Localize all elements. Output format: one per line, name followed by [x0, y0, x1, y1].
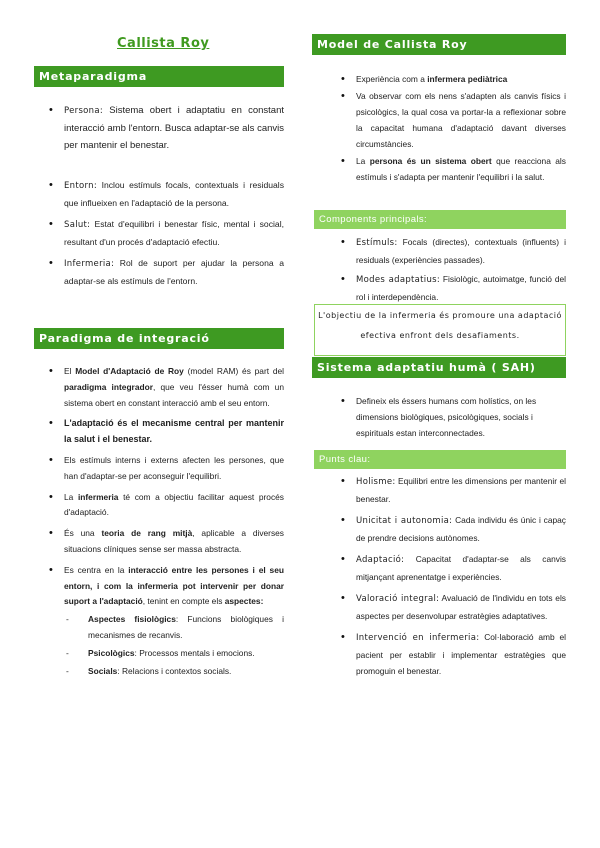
list-item: • Defineix els éssers humans com holístics, on les dimensions biològiques, psicològiques, socials i espirituals estan interconnectades. [338, 393, 566, 441]
list-item: • Salut: Estat d'equilibri i benestar físic, mental i social, resultant d'un procés d'adaptació efectiu. [46, 216, 284, 250]
list-item: • Estímuls: Focals (directes), contextuals (influents) i residuals (experiències passades). [338, 234, 566, 268]
sah-list [338, 393, 566, 447]
components-list [338, 234, 566, 311]
paradigma-header: Paradigma de integració [34, 328, 284, 349]
list-item: • Infermeria: Rol de suport per ajudar la persona a adaptar-se als estímuls de l'entorn. [46, 255, 284, 289]
list-item: • L'adaptació és el mecanisme central per mantenir la salut i el benestar. [46, 416, 284, 448]
page-title: Callista Roy [117, 36, 210, 51]
list-item: - Socials: Relacions i contextos socials. [64, 664, 284, 680]
callout-line-1: L'objectiu de la infermeria és promoure una adaptació [318, 311, 562, 320]
list-item: • Holisme: Equilibri entre les dimensions per mantenir el benestar. [338, 473, 566, 507]
list-item: • És una teoria de rang mitjà, aplicable a diverses situacions clíniques sense ser massa abstracta. [46, 526, 284, 558]
punts-list [338, 473, 566, 686]
metaparadigma-list-2 [46, 177, 284, 295]
list-item: • Modes adaptatius: Fisiològic, autoimatge, funció del rol i interdependència. [338, 271, 566, 305]
list-item: • Experiència com a infermera pediàtrica [338, 71, 566, 87]
list-item: - Psicològics: Processos mentals i emocions. [64, 646, 284, 662]
metaparadigma-header: Metaparadigma [34, 66, 284, 87]
aspects-list [64, 612, 284, 679]
list-item: • Unicitat i autonomia: Cada individu és únic i capaç de prendre decisions autònomes. [338, 512, 566, 546]
list-item: • El Model d'Adaptació de Roy (model RAM) és part del paradigma integrador, que veu l'ésser humà com un sistema obert en constant interacció amb el seu entorn. [46, 364, 284, 411]
list-item: • Valoració integral: Avaluació de l'individu en tots els aspectes per desenvolupar estratègies adaptatives. [338, 590, 566, 624]
list-item: - Aspectes fisiològics: Funcions biològiques i mecanismes de recanvis. [64, 612, 284, 644]
sah-header: Sistema adaptatiu humà ( SAH) [312, 357, 566, 378]
metaparadigma-list [46, 102, 284, 160]
paradigma-list [46, 364, 284, 681]
list-item: • La infermeria té com a objectiu facilitar aquest procés d'adaptació. [46, 490, 284, 522]
list-item: • Els estímuls interns i externs afecten les persones, que han d'adaptar-se per aconseguir l'equilibri. [46, 453, 284, 485]
list-item: • Persona: Sistema obert i adaptatiu en constant interacció amb l'entorn. Busca adaptar-se als canvis per mantenir el benestar. [46, 102, 284, 154]
callout-line-2: efectiva enfront dels desafiaments. [360, 331, 520, 340]
objective-callout [314, 304, 566, 356]
list-item: • Adaptació: Capacitat d'adaptar-se als canvis mitjançant aprenentatge i experiències. [338, 551, 566, 585]
components-header: Components principals: [314, 210, 566, 229]
list-item: • Es centra en la interacció entre les persones i el seu entorn, i com la infermeria pot intervenir per donar suport a l'adaptació, tenint en compte els aspectes: - Aspectes fisiològics: Funcions biològiques i mecanismes de recanvis. - Psicològics: Processos mentals i emocions. - Socials: Relacions i contextos socials. [46, 563, 284, 680]
model-header: Model de Callista Roy [312, 34, 566, 55]
punts-header: Punts clau: [314, 450, 566, 469]
list-item: • Intervenció en infermeria: Col·laboració amb el pacient per establir i implementar estratègies que promoguin el benestar. [338, 629, 566, 680]
list-item: • Entorn: Inclou estímuls focals, contextuals i residuals que influeixen en l'adaptació de la persona. [46, 177, 284, 211]
list-item: • La persona és un sistema obert que reacciona als estímuls i s'adapta per mantenir l'equilibri i la salut. [338, 153, 566, 185]
list-item: • Va observar com els nens s'adapten als canvis físics i psicològics, la qual cosa va portar-la a reflexionar sobre la capacitat humana d'adaptació davant diverses circumstàncies. [338, 88, 566, 152]
model-list [338, 71, 566, 191]
